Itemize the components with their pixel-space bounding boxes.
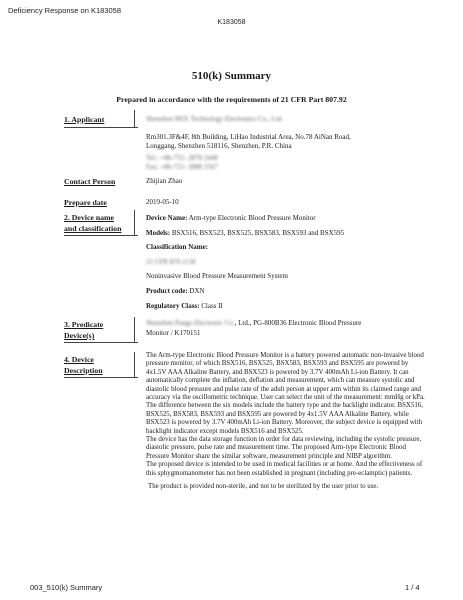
applicant-address-line2: Longgang, Shenzhen 518116, Shenzhen, P.R. China <box>146 142 292 151</box>
description-paragraph: The device has the data storage function in order for data reviewing, including the systolic pressure, diastolic pressure, pulse rate and measurement time. The proposed Arm-type Electronic Blood Pressure Monitor share the similar software, measurement principle and NIBP algorithm. <box>146 436 422 460</box>
predicate-text-line2: Monitor / K170151 <box>146 328 201 337</box>
product-code-label: Product code: <box>146 286 188 295</box>
applicant-address-line1: Rm301.3F&4F, 8th Building, LiHao Industrial Area, No.78 AiNan Road, <box>146 132 351 141</box>
label-line: 2. Device name <box>64 213 115 222</box>
predicate-company: Shenzhen Pango Electronic Co. <box>146 319 235 327</box>
classification-name-label: Classification Name: <box>146 243 209 252</box>
models-value: BSX516, BSX523, BSX525, BSX583, BSX593 and BSX595 <box>171 228 345 237</box>
device-description-block <box>146 352 428 492</box>
section-divider <box>64 377 138 378</box>
device-classification-block <box>146 214 428 311</box>
page-number: 1 / 4 <box>405 583 420 592</box>
description-paragraph: The product is provided non-sterile, and not to be sterilized by the user prior to use. <box>148 483 379 491</box>
document-header-title: Deficiency Response on K183058 <box>8 6 121 15</box>
page-subtitle: Prepared in accordance with the requirements of 21 CFR Part 807.92 <box>116 95 347 104</box>
regulation-number: 21 CFR 870.1130 <box>146 257 196 266</box>
description-paragraph: The difference between the six models include the battery type and the backlight indicator. BSX516, BSX525, BSX583, BSX593 and BSX595 are powered by 4x1.5V AAA Alkaline Battery, while BSX523 is powered by 3.7V 400mAh Li-ion Battery. Moreover, the subject device is equipped with backlight indicator except models BSX516 and BSX525. <box>146 402 423 435</box>
section-predicate-label <box>64 319 132 341</box>
section-divider <box>64 342 138 343</box>
column-divider <box>134 352 135 378</box>
label-line: Device(s) <box>64 331 95 340</box>
contact-person-value: Zhijian Zhao <box>146 177 183 185</box>
prepare-date-label: Prepare date <box>64 198 107 207</box>
section-description-label <box>64 354 132 376</box>
applicant-fax: Fax: +86-755- 2888 2567 <box>146 163 218 172</box>
predicate-block <box>146 319 428 338</box>
section-divider <box>64 127 138 128</box>
contact-person-label: Contact Person <box>64 177 116 186</box>
predicate-text-line1: , Ltd., PG-800B36 Electronic Blood Pressure <box>234 319 362 327</box>
applicant-name: Shenzhen BSX Technology Electronics Co., Ltd. <box>146 115 284 123</box>
label-line: and classification <box>64 224 122 233</box>
description-paragraph: The Arm-type Electronic Blood Pressure Monitor is a battery powered automatic non-invasive blood pressure monitor, of which BSX516, BSX525, BSX583, BSX593 and BSX595 are powered by 4x1.5V AAA Alkaline Battery, and BSX523 is powered by 3.7V 400mAh Li-ion Battery. It can automatically complete the inflation, deflation and measurement, which can measure systolic and diastolic blood pressure and pulse rate of the adult person at upper arm within its claimed range and accuracy via the oscillometric technique. User can select the unit of the measurement: mmHg or kPa. <box>146 352 425 402</box>
regulatory-class-label: Regulatory Class: <box>146 301 200 310</box>
section-applicant-label: 1. Applicant <box>64 115 105 124</box>
product-code-value: DXN <box>189 286 205 295</box>
footer-document-name: 003_510(k) Summary <box>30 583 103 592</box>
column-divider <box>134 317 135 343</box>
label-line: 3. Predicate <box>64 320 104 329</box>
page-title: 510(k) Summary <box>191 70 272 82</box>
regulatory-class-value: Class II <box>201 301 223 310</box>
device-name-label: Device Name: <box>146 214 188 222</box>
section-divider <box>64 235 138 236</box>
section-device-name-label <box>64 212 132 234</box>
description-paragraph: The proposed device is intended to be used in medical facilities or at home. And the effectiveness of this sphygmomanometer has not been established in pregnant (including pre-eclamptic) patients. <box>146 461 423 477</box>
applicant-tel: Tel.: +86-755- 2870 2440 <box>146 153 218 162</box>
column-divider <box>134 110 135 128</box>
device-name-value: Arm-type Electronic Blood Pressure Monitor <box>188 214 316 222</box>
label-line: 4. Device <box>64 355 94 364</box>
models-label: Models: <box>146 228 171 237</box>
classification-name-value: Noninvasive Blood Pressure Measurement System <box>146 272 288 281</box>
document-number: K183058 <box>217 19 246 26</box>
applicant-block <box>146 115 428 173</box>
prepare-date-value: 2019-05-10 <box>146 198 179 206</box>
label-line: Description <box>64 366 103 375</box>
column-divider <box>134 210 135 236</box>
